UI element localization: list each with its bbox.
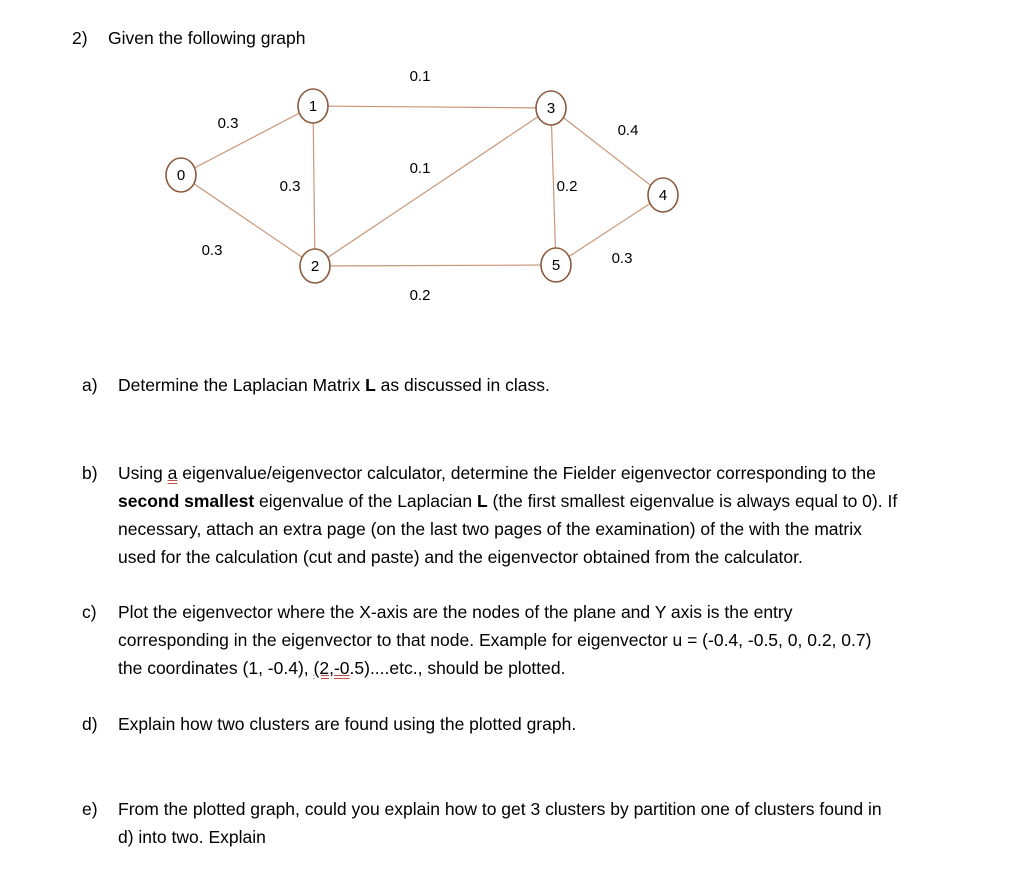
text: (the first smallest eigenvalue is always equal to 0). If — [487, 491, 898, 511]
edge-1-3 — [313, 106, 551, 108]
part-b-line — [118, 463, 876, 483]
bold-text: second smallest — [118, 491, 255, 511]
edge-weight-3-4: 0.4 — [617, 122, 639, 139]
text: eigenvalue of the Laplacian — [254, 491, 477, 511]
part-e-line: d) into two. Explain — [118, 827, 266, 847]
part-a-text — [118, 375, 550, 395]
edge-weight-0-1: 0.3 — [217, 115, 239, 132]
part-b-line — [118, 491, 897, 511]
node-label-0: 0 — [176, 167, 186, 184]
edge-weight-2-5: 0.2 — [409, 287, 431, 304]
node-label-3: 3 — [546, 100, 556, 117]
text: as discussed in class. — [375, 375, 550, 395]
node-label-5: 5 — [551, 257, 561, 274]
part-a-label: a) — [82, 375, 98, 395]
edge-weight-1-3: 0.1 — [409, 68, 431, 85]
text: Using — [118, 463, 168, 483]
edge-2-5 — [315, 265, 556, 266]
grammar-flagged-text: a — [167, 463, 178, 483]
text: Determine the Laplacian Matrix — [118, 375, 366, 395]
graph-diagram — [0, 0, 1024, 330]
node-label-4: 4 — [658, 187, 668, 204]
question-number: 2) — [72, 28, 88, 48]
edge-weight-2-3: 0.1 — [409, 160, 431, 177]
edge-weight-0-2: 0.3 — [201, 242, 223, 259]
edge-1-2 — [313, 106, 315, 266]
part-c-line: Plot the eigenvector where the X-axis are the nodes of the plane and Y axis is the entry — [118, 602, 793, 622]
edge-weight-5-4: 0.3 — [611, 250, 633, 267]
part-e-line: From the plotted graph, could you explain how to get 3 clusters by partition one of clusters found in — [118, 799, 882, 819]
bold-text: L — [476, 491, 488, 511]
text: .5)....etc., should be plotted. — [349, 658, 566, 678]
edge-weight-1-2: 0.3 — [279, 178, 301, 195]
part-c-line — [118, 658, 565, 678]
part-b-label: b) — [82, 463, 98, 483]
node-label-1: 1 — [308, 98, 318, 115]
part-b-line: necessary, attach an extra page (on the last two pages of the examination) of the with the matrix — [118, 519, 862, 539]
node-label-2: 2 — [310, 258, 320, 275]
edge-weight-3-5: 0.2 — [556, 178, 578, 195]
edge-2-3 — [315, 108, 551, 266]
part-c-line: corresponding in the eigenvector to that node. Example for eigenvector u = (-0.4, -0.5, 0, 0.2, 0.7) — [118, 630, 872, 650]
question-title: Given the following graph — [108, 28, 306, 48]
edge-3-5 — [551, 108, 556, 265]
part-b-line: used for the calculation (cut and paste) and the eigenvector obtained from the calculator. — [118, 547, 803, 567]
part-c-label: c) — [82, 602, 97, 622]
part-e-label: e) — [82, 799, 98, 819]
part-d-line: Explain how two clusters are found using the plotted graph. — [118, 714, 577, 734]
grammar-flagged-text: (2,-0 — [313, 658, 350, 678]
part-d-label: d) — [82, 714, 98, 734]
text: eigenvalue/eigenvector calculator, determine the Fielder eigenvector corresponding to the — [177, 463, 876, 483]
bold-text: L — [365, 375, 376, 395]
edge-0-1 — [181, 106, 313, 175]
edge-5-4 — [556, 195, 663, 265]
text: the coordinates (1, -0.4), — [118, 658, 314, 678]
